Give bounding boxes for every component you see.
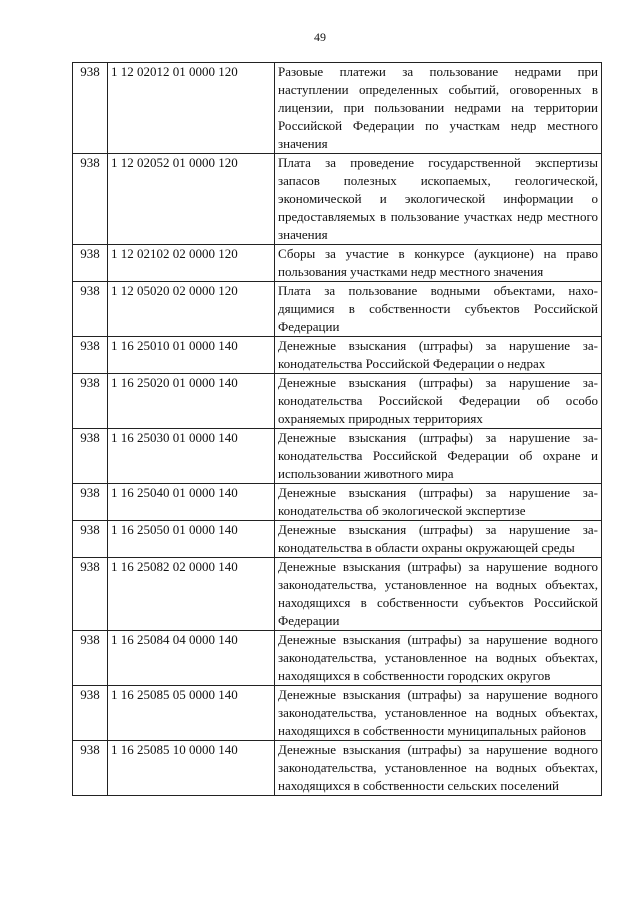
budget-code-cell: 1 12 02052 01 0000 120 xyxy=(108,154,275,245)
table-row xyxy=(73,521,602,558)
table-row xyxy=(73,558,602,631)
admin-code-cell: 938 xyxy=(73,282,108,337)
revenue-name-cell: Денежные взыскания (штрафы) за нарушение законодательства Российской Федерации об охране и использовании животного мира xyxy=(275,429,602,484)
revenue-name-cell: Денежные взыскания (штрафы) за нарушение водного законодательства, установленное на водных объектах, находящихся в собственности субъектов Российской Федерации xyxy=(275,558,602,631)
admin-code-cell: 938 xyxy=(73,521,108,558)
table-row xyxy=(73,63,602,154)
table-row xyxy=(73,374,602,429)
admin-code-cell: 938 xyxy=(73,741,108,796)
admin-code-cell: 938 xyxy=(73,245,108,282)
table-row xyxy=(73,282,602,337)
budget-code-cell: 1 16 25030 01 0000 140 xyxy=(108,429,275,484)
table-row xyxy=(73,245,602,282)
budget-code-cell: 1 12 02102 02 0000 120 xyxy=(108,245,275,282)
revenue-name-cell: Денежные взыскания (штрафы) за нарушение водного законодательства, установленное на водных объектах, находящихся в собственности городских округов xyxy=(275,631,602,686)
admin-code-cell: 938 xyxy=(73,484,108,521)
admin-code-cell: 938 xyxy=(73,686,108,741)
table-row xyxy=(73,337,602,374)
budget-code-cell: 1 16 25084 04 0000 140 xyxy=(108,631,275,686)
revenue-name-cell: Денежные взыскания (штрафы) за нарушение водного законодательства, установленное на водных объектах, находящихся в собственности муниципальных районов xyxy=(275,686,602,741)
admin-code-cell: 938 xyxy=(73,558,108,631)
budget-code-cell: 1 16 25085 10 0000 140 xyxy=(108,741,275,796)
revenue-name-cell: Денежные взыскания (штрафы) за нарушение законодательства Российской Федерации о недрах xyxy=(275,337,602,374)
revenue-name-cell: Денежные взыскания (штрафы) за нарушение водного законодательства, установленное на водных объектах, находящихся в собственности сельских поселений xyxy=(275,741,602,796)
budget-code-cell: 1 16 25082 02 0000 140 xyxy=(108,558,275,631)
budget-code-cell: 1 16 25020 01 0000 140 xyxy=(108,374,275,429)
revenue-name-cell: Денежные взыскания (штрафы) за нарушение законодательства об экологической экспертизе xyxy=(275,484,602,521)
budget-code-cell: 1 16 25050 01 0000 140 xyxy=(108,521,275,558)
admin-code-cell: 938 xyxy=(73,154,108,245)
admin-code-cell: 938 xyxy=(73,63,108,154)
revenue-name-cell: Сборы за участие в конкурсе (аукционе) на право пользования участками недр местного значения xyxy=(275,245,602,282)
budget-code-cell: 1 16 25040 01 0000 140 xyxy=(108,484,275,521)
admin-code-cell: 938 xyxy=(73,337,108,374)
table-row xyxy=(73,741,602,796)
revenue-name-cell: Плата за проведение государственной экспертизы запасов полезных ископаемых, геологической, экономической и экологической информации о предоставляемых в пользование участках недр местного значения xyxy=(275,154,602,245)
revenue-name-cell: Разовые платежи за пользование недрами при наступлении определенных событий, оговоренных в лицензии, при пользовании недрами на территории Российской Федерации по участкам недр местного значения xyxy=(275,63,602,154)
budget-code-cell: 1 16 25010 01 0000 140 xyxy=(108,337,275,374)
revenue-name-cell: Денежные взыскания (штрафы) за нарушение законодательства Российской Федерации об особо охраняемых природных территориях xyxy=(275,374,602,429)
budget-code-cell: 1 12 05020 02 0000 120 xyxy=(108,282,275,337)
table-row xyxy=(73,154,602,245)
page-number: 49 xyxy=(314,30,326,44)
admin-code-cell: 938 xyxy=(73,631,108,686)
table-body xyxy=(73,63,602,796)
admin-code-cell: 938 xyxy=(73,429,108,484)
revenue-name-cell: Плата за пользование водными объектами, находящимися в собственности субъектов Российской Федерации xyxy=(275,282,602,337)
table-row xyxy=(73,429,602,484)
budget-classification-table xyxy=(72,62,602,796)
budget-code-cell: 1 12 02012 01 0000 120 xyxy=(108,63,275,154)
budget-code-cell: 1 16 25085 05 0000 140 xyxy=(108,686,275,741)
table-row xyxy=(73,484,602,521)
admin-code-cell: 938 xyxy=(73,374,108,429)
table-row xyxy=(73,686,602,741)
table-row xyxy=(73,631,602,686)
revenue-name-cell: Денежные взыскания (штрафы) за нарушение законодательства в области охраны окружающей среды xyxy=(275,521,602,558)
